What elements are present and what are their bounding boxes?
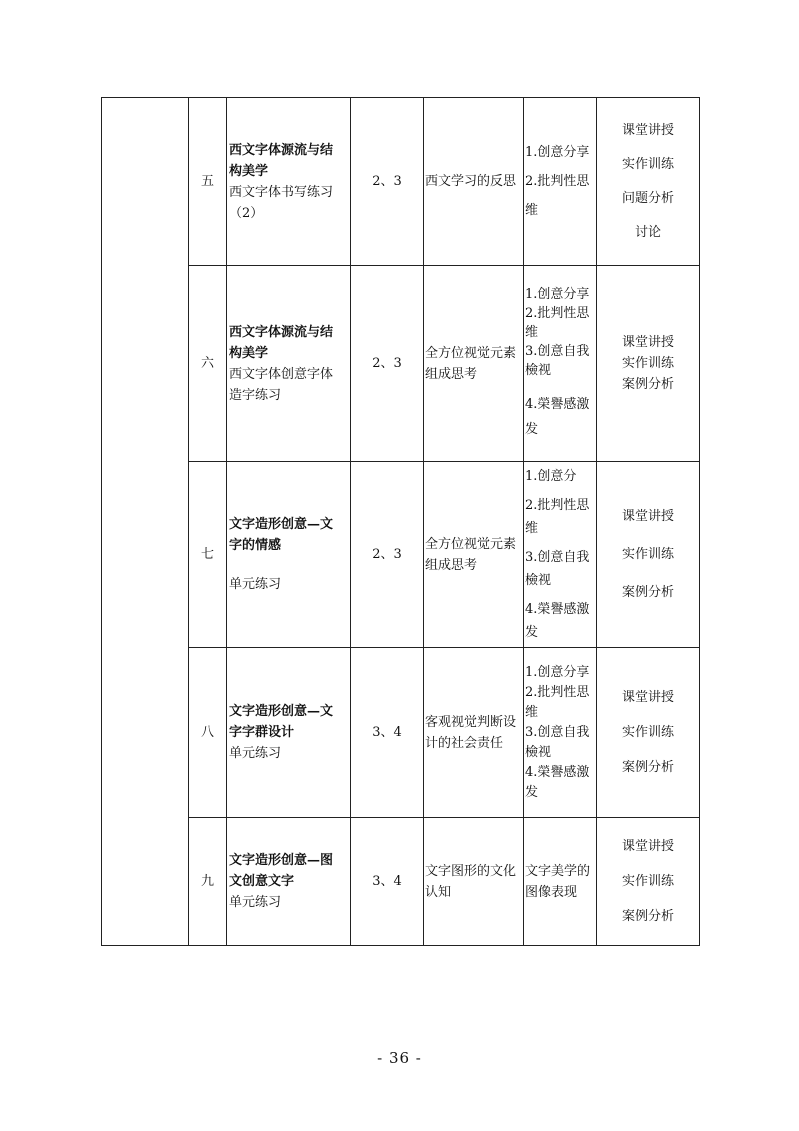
goal-cell: 全方位视觉元素组成思考 [424, 266, 524, 462]
topic-title-line: 构美学 [229, 163, 269, 179]
unit-number: 五 [189, 98, 227, 266]
hours-cell: 2、3 [351, 462, 424, 648]
unit-number: 七 [189, 462, 227, 648]
point-line: 檢视 [525, 744, 552, 760]
point-line: 发 [525, 625, 539, 640]
method-line: 课堂讲授 [621, 508, 674, 524]
point-line: 3.创意自我 [525, 724, 590, 740]
point-line: 发 [525, 784, 539, 800]
ideology-points-cell [524, 818, 597, 946]
point-line: 1.创意分享 [525, 145, 590, 160]
hours-cell: 2、3 [351, 266, 424, 462]
method-line: 课堂讲授 [621, 122, 674, 138]
topic-title-line: 文创意文字 [229, 874, 295, 889]
method-line: 案例分析 [621, 584, 674, 600]
point-line: 檢视 [525, 573, 552, 588]
topic-title-line: 字的情感 [229, 538, 282, 553]
method-line: 实作训练 [621, 546, 674, 562]
method-line: 讨论 [634, 224, 661, 240]
unit-topic [227, 98, 351, 266]
point-line: 1.创意分 [525, 469, 577, 484]
point-line: 维 [525, 521, 539, 536]
method-line: 案例分析 [621, 909, 674, 924]
ideology-points-cell [524, 98, 597, 266]
hours-cell: 2、3 [351, 98, 424, 266]
unit-number: 八 [189, 648, 227, 818]
topic-subtitle-line: 单元练习 [229, 895, 282, 910]
table-row [102, 462, 700, 648]
teaching-method-cell [597, 818, 700, 946]
topic-title-line: 文字造形创意—图 [229, 853, 334, 868]
point-line: 4.榮譽感激 [525, 602, 590, 617]
point-line: 2.批判性思 [525, 684, 590, 700]
unit-number: 九 [189, 818, 227, 946]
teaching-method-cell [597, 648, 700, 818]
point-line: 1.创意分享 [525, 664, 590, 680]
unit-topic [227, 648, 351, 818]
hours-cell: 3、4 [351, 648, 424, 818]
topic-subtitle-line: 西文字体书写练习 [229, 184, 334, 200]
topic-title-line: 构美学 [229, 345, 269, 361]
point-line: 2.批判性思 [525, 306, 590, 321]
point-line: 文字美学的 [525, 863, 591, 879]
method-line: 课堂讲授 [621, 839, 674, 854]
method-line: 课堂讲授 [621, 690, 674, 705]
unit-topic [227, 266, 351, 462]
goal-cell: 客观视觉判断设计的社会责任 [424, 648, 524, 818]
point-line: 发 [525, 422, 539, 437]
method-line: 实作训练 [621, 156, 674, 172]
unit-number: 六 [189, 266, 227, 462]
topic-subtitle-line: 西文字体创意字体 [229, 366, 334, 382]
point-line: 图像表现 [525, 884, 578, 900]
topic-subtitle-line: 造字练习 [229, 387, 282, 403]
course-schedule-table [101, 97, 700, 946]
point-line: 2.批判性思 [525, 498, 590, 513]
point-line: 4.榮譽感激 [525, 764, 590, 780]
topic-title-line: 字字群设计 [229, 725, 295, 740]
ideology-points-cell [524, 266, 597, 462]
topic-subtitle-line: 单元练习 [229, 577, 282, 592]
hours-cell: 3、4 [351, 818, 424, 946]
method-line: 实作训练 [621, 725, 674, 740]
merged-category-cell [102, 98, 189, 946]
ideology-points-cell [524, 462, 597, 648]
method-line: 问题分析 [621, 190, 674, 206]
table-row [102, 648, 700, 818]
method-line: 案例分析 [621, 760, 674, 775]
page-number: - 36 - [377, 1049, 422, 1067]
table-row [102, 818, 700, 946]
method-line: 案例分析 [621, 377, 674, 392]
goal-cell: 文字图形的文化认知 [424, 818, 524, 946]
topic-title-line: 西文字体源流与结 [229, 142, 334, 158]
point-line: 檢视 [525, 363, 552, 378]
topic-subtitle-line: 单元练习 [229, 746, 282, 761]
spacer [229, 556, 348, 574]
point-line: 维 [525, 203, 539, 218]
point-line: 2.批判性思 [525, 174, 590, 189]
topic-subtitle-line: （2） [229, 205, 264, 221]
teaching-method-cell [597, 266, 700, 462]
unit-topic [227, 818, 351, 946]
point-line: 3.创意自我 [525, 344, 590, 359]
point-line: 维 [525, 704, 539, 720]
table-row [102, 266, 700, 462]
point-line: 1.创意分享 [525, 287, 590, 302]
goal-cell: 西文学习的反思 [424, 98, 524, 266]
point-line: 3.创意自我 [525, 550, 590, 565]
topic-title-line: 西文字体源流与结 [229, 324, 334, 340]
point-line: 4.榮譽感激 [525, 397, 590, 412]
goal-cell: 全方位视觉元素组成思考 [424, 462, 524, 648]
table-row [102, 98, 700, 266]
method-line: 实作训练 [621, 874, 674, 889]
ideology-points-cell [524, 648, 597, 818]
topic-title-line: 文字造形创意—文 [229, 517, 334, 532]
teaching-method-cell [597, 98, 700, 266]
method-line: 课堂讲授 [621, 335, 674, 350]
point-line: 维 [525, 325, 539, 340]
teaching-method-cell [597, 462, 700, 648]
method-line: 实作训练 [621, 356, 674, 371]
unit-topic [227, 462, 351, 648]
topic-title-line: 文字造形创意—文 [229, 704, 334, 719]
